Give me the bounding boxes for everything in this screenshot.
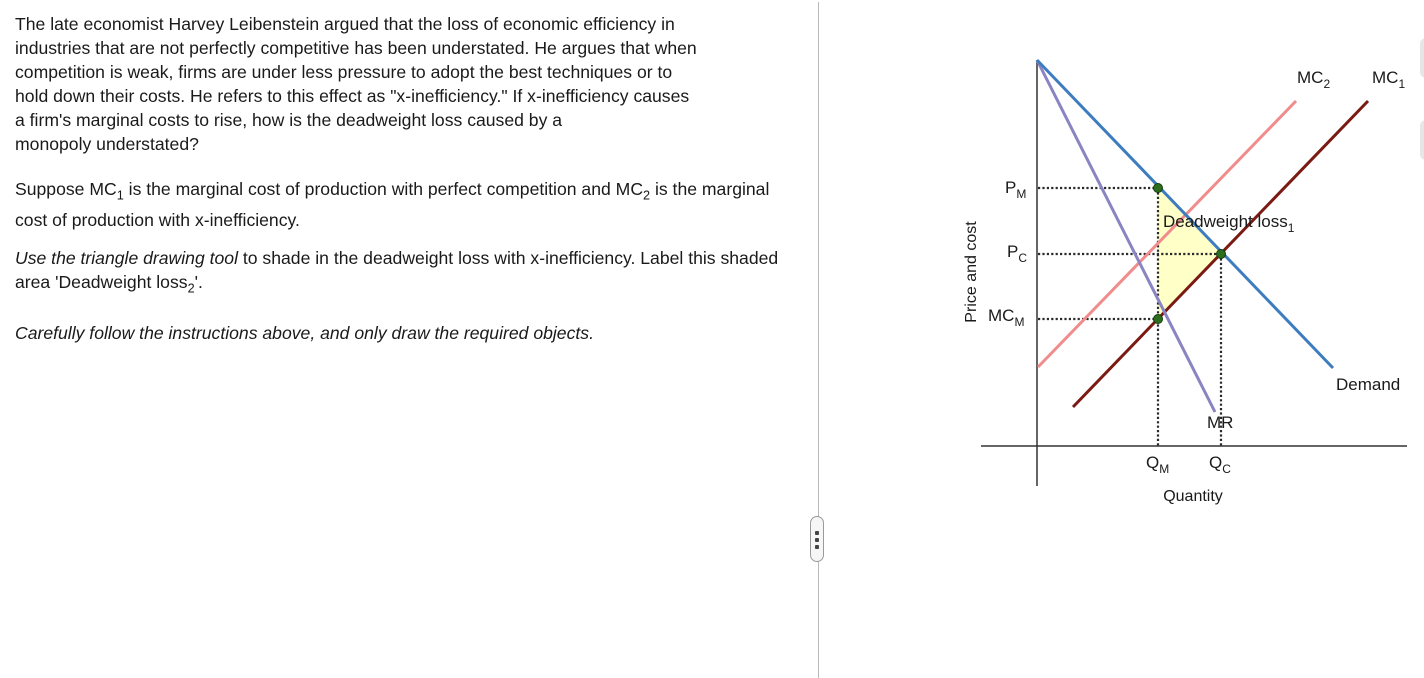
question-suppose: Suppose $MC_1$ is the marginal cost of production with perfect competition and $MC_2$ is the marginal cost of production with x-inefficiency.: [15, 179, 770, 230]
pm-point[interactable]: [1154, 184, 1163, 193]
question-careful-note: Carefully follow the instructions above, and only draw the required objects.: [15, 323, 594, 343]
mcm-point[interactable]: [1154, 315, 1163, 324]
pc-point[interactable]: [1217, 250, 1226, 259]
mcm-label: $MC_M$: [988, 306, 1025, 329]
y-axis-label: Price and cost: [963, 221, 980, 323]
qm-label: $Q_M$: [1146, 453, 1170, 476]
deadweight-loss-1-label[interactable]: Deadweight loss$_1$: [1163, 212, 1295, 235]
mr-label: MR: [1207, 413, 1234, 432]
question-intro: The late economist Harvey Leibenstein argued that the loss of economic efficiency in industries that are not perfectly competitive has been understated. He argues that when competition is weak, firms are under less pressure to adopt the best techniques or to hold down their costs. He refers to this effect as "x-inefficiency." If x-inefficiency causes a firm's marginal costs to rise, how is the deadweight loss caused by a monopoly understated?: [15, 14, 697, 154]
qc-label: $Q_C$: [1209, 453, 1231, 476]
x-axis-label: Quantity: [1163, 488, 1223, 505]
question-instruction: Use the triangle drawing tool to shade in the deadweight loss with x-inefficiency. Label this shaded area 'Deadweight loss$_2$'.: [15, 248, 779, 296]
pm-label: $P_M$: [1005, 178, 1027, 201]
demand-label: Demand: [1336, 375, 1401, 394]
pc-label: $P_C$: [1007, 242, 1028, 265]
mc2-label: $MC_2$: [1297, 68, 1331, 91]
mc1-label: $MC_1$: [1372, 68, 1406, 91]
